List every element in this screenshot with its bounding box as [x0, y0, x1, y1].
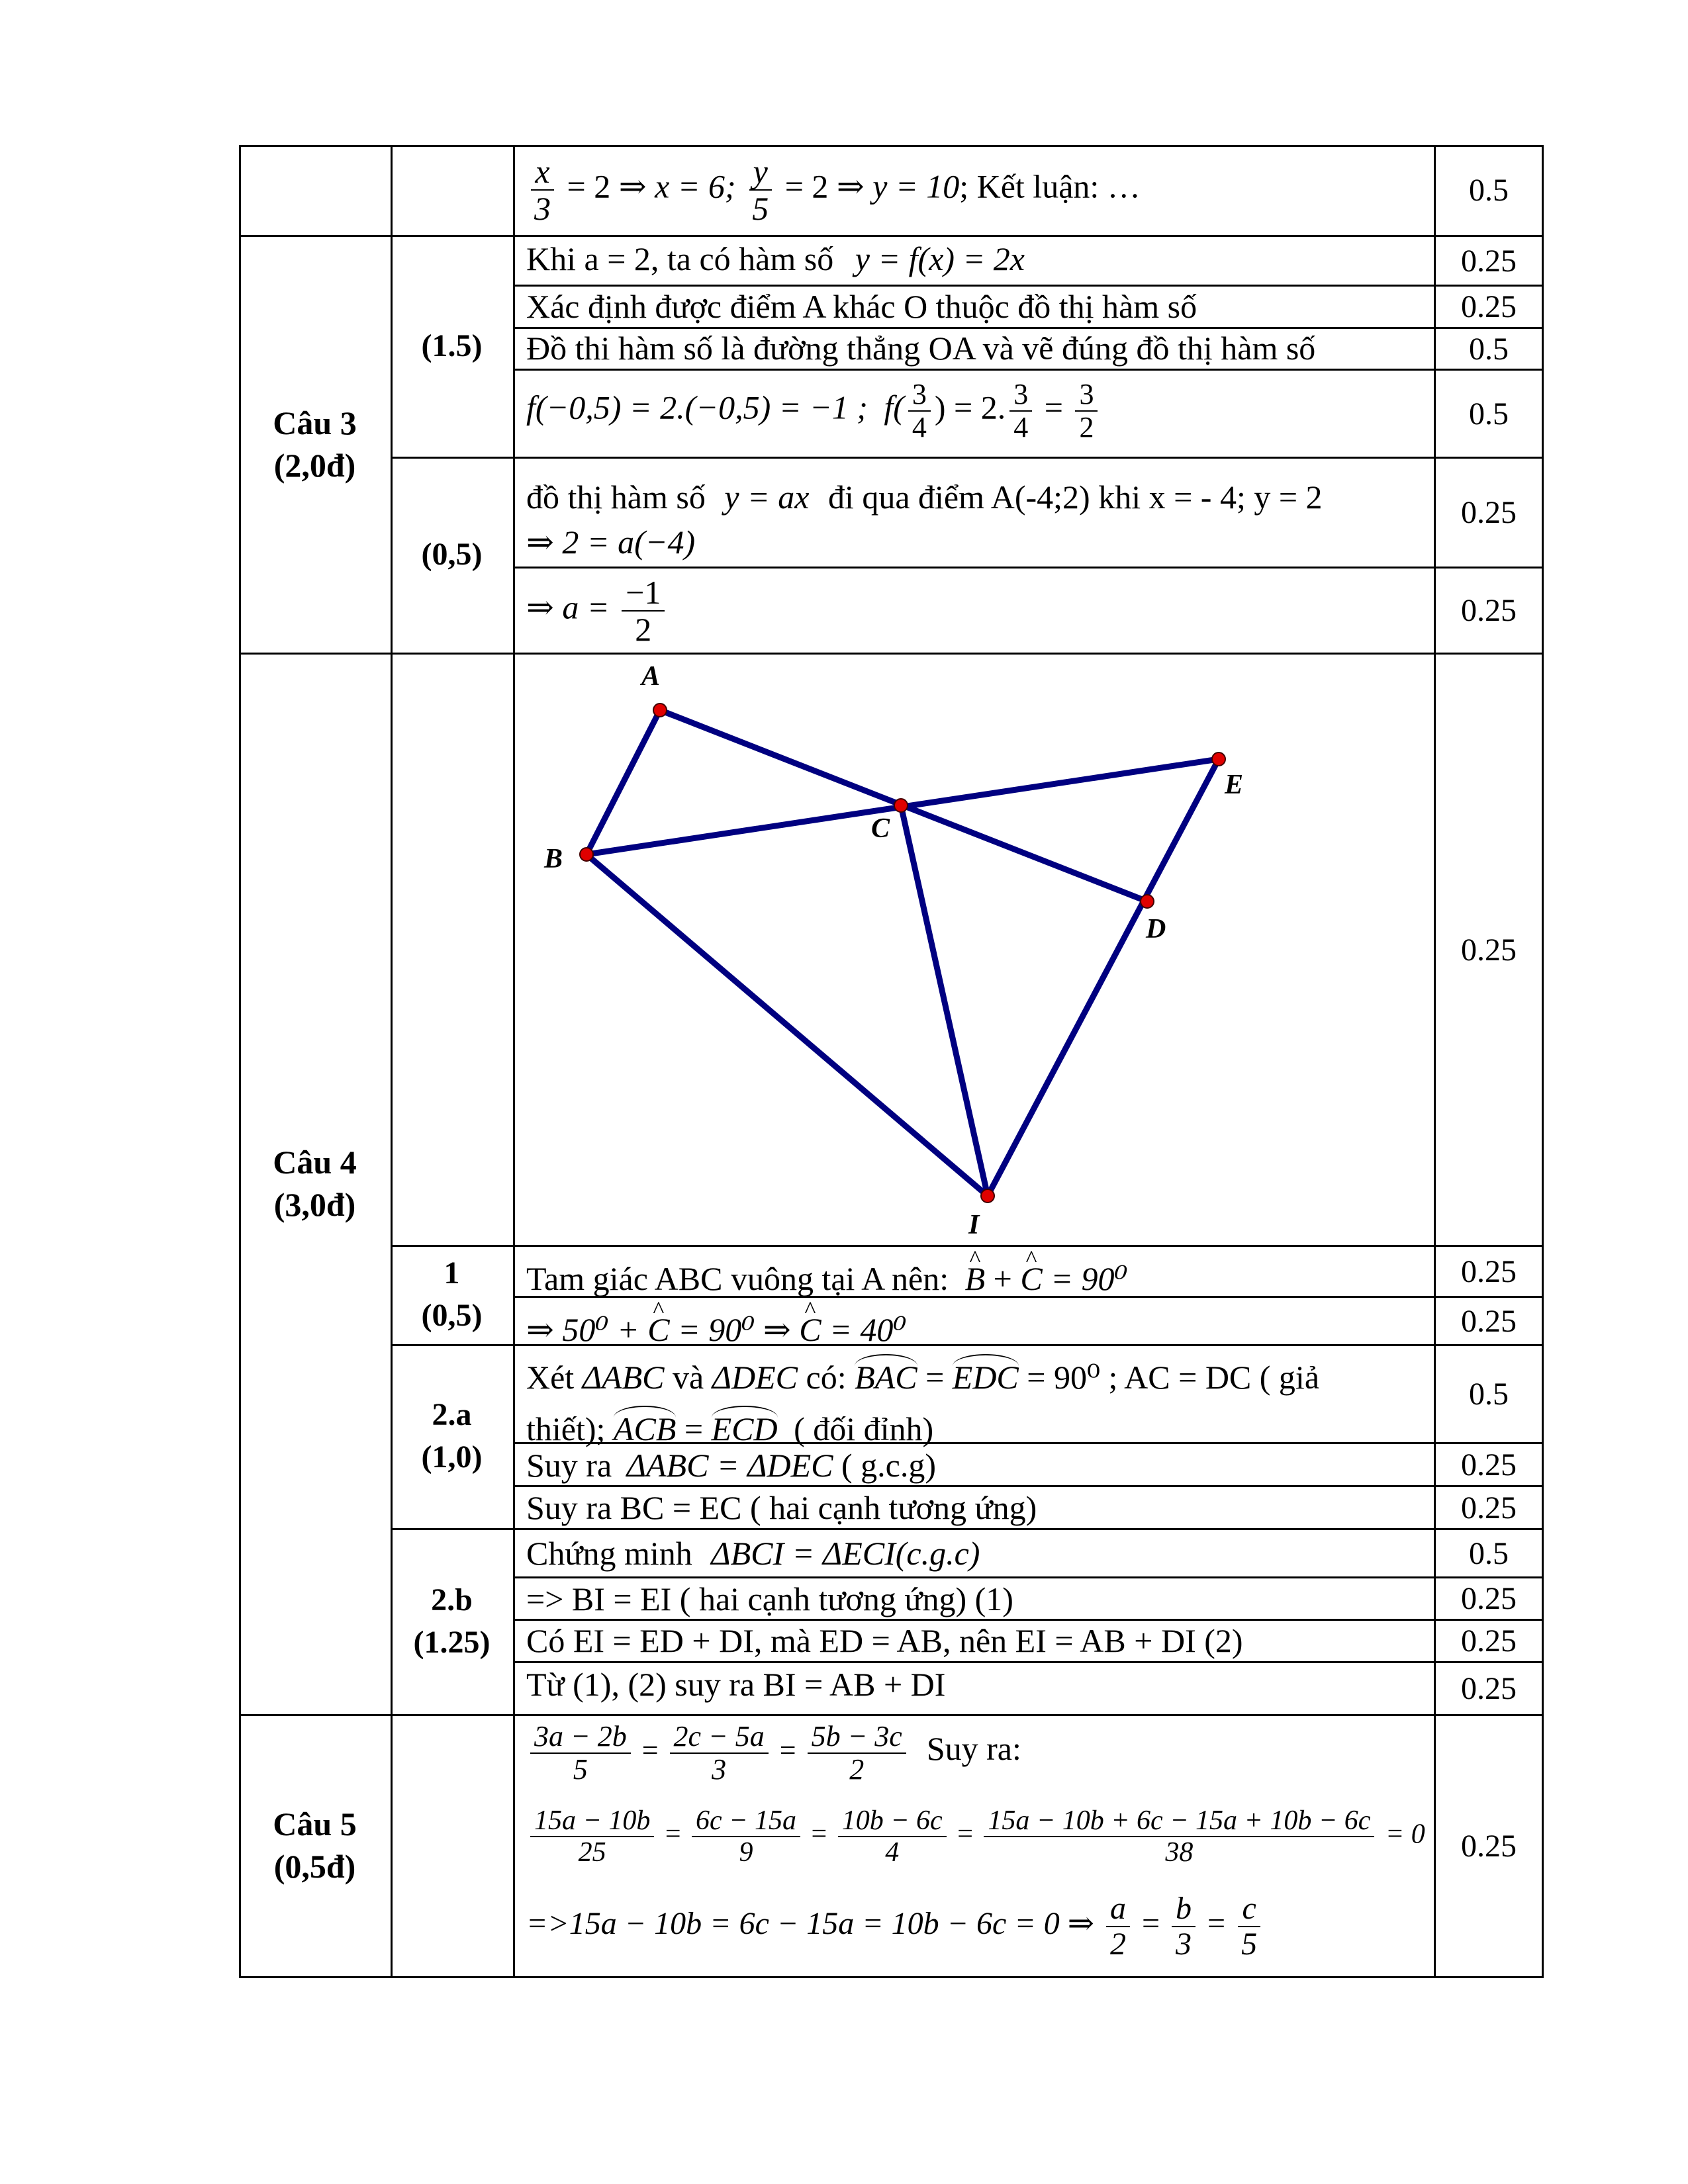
cau3-row5-line2: ⇒ 2 = a(−4): [526, 523, 696, 561]
segment-EI: [988, 759, 1219, 1196]
score-cau4-2b4: 0.25: [1461, 1671, 1517, 1706]
table-border-right: [1542, 145, 1544, 1978]
cau3-label: [239, 235, 391, 653]
point-label-B: B: [544, 844, 563, 874]
divider-cau4-part2b: [391, 1528, 1544, 1530]
cau3-title: Câu 3: [273, 404, 357, 441]
fraction-y-5: $\frac{y}{5}$: [748, 154, 773, 226]
cau4-part2a-label: 2.a (1,0): [421, 1397, 483, 1475]
score-cau4-2b3: 0.25: [1461, 1623, 1517, 1659]
row-line: [513, 1661, 1544, 1663]
cau4-row3-line2: thiết); ACB = ECD ( đối đỉnh): [526, 1406, 933, 1448]
divider-cau3-part2: [391, 457, 1544, 459]
cau3-row3: Đồ thi hàm số là đường thẳng OA và vẽ đúng đồ thị hàm số: [526, 330, 1316, 367]
y-result: y = 10: [872, 167, 960, 205]
x-result: x = 6;: [655, 167, 736, 205]
cau5-line1: $\frac{3a - 2b}{5}$ = $\frac{2c - 5a}{3}$ = $\frac{5b - 3c}{2}$ Suy ra:: [526, 1721, 1021, 1786]
score-top: 0.5: [1469, 172, 1509, 208]
fraction-neg1-2: $\frac{-1}{2}$: [622, 574, 665, 647]
cau3-row5-line1: đồ thị hàm số y = ax đi qua điểm A(-4;2) khi x = - 4; y = 2: [526, 478, 1323, 516]
row-line: [513, 285, 1544, 287]
fraction-3-4: $\frac{3}{4}$: [1009, 379, 1032, 443]
conclusion: ; Kết luận: …: [959, 167, 1141, 205]
equation-part: = 2 ⇒: [784, 167, 865, 205]
top-row-math: [526, 154, 1141, 226]
fraction-3-4: $\frac{3}{4}$: [908, 379, 931, 443]
score-cau4-2a1: 0.5: [1469, 1377, 1509, 1412]
geometry-figure: [519, 661, 1438, 1253]
table-divider-cau4: [239, 653, 1544, 655]
point-label-I: I: [968, 1210, 980, 1240]
cau5-title: Câu 5: [273, 1805, 357, 1843]
point-E: [1212, 752, 1225, 766]
cau3-part2-label: (0,5): [421, 537, 483, 572]
cau5-label: [239, 1714, 391, 1976]
score-cau4-2b1: 0.5: [1469, 1535, 1509, 1571]
score-cau3-5: 0.25: [1461, 495, 1517, 530]
cau4-row2: ⇒ 50⁰ + ^ C = 90⁰ ⇒ ^ C = 40⁰: [526, 1310, 906, 1349]
row-line: [513, 1485, 1544, 1487]
row-line: [513, 1619, 1544, 1621]
cau3-row4: f(−0,5) = 2.(−0,5) = −1 ; f( $\frac{3}{4}$ ) = 2. $\frac{3}{4}$ = $\frac{3}{2}$: [526, 379, 1102, 443]
point-A: [653, 704, 667, 717]
point-I: [981, 1189, 994, 1203]
table-divider-col2: [513, 145, 515, 1978]
cau4-row1: Tam giác ABC vuông tại A nên: ^ B + ^ C = 90⁰: [526, 1259, 1128, 1298]
cau4-label: [239, 653, 391, 1714]
row-line: [513, 369, 1544, 371]
table-border-top: [239, 145, 1544, 147]
score-cau3-6: 0.25: [1461, 593, 1517, 628]
cau4-title: Câu 4: [273, 1144, 357, 1181]
segment-BI: [586, 854, 988, 1196]
cau3-row1: Khi a = 2, ta có hàm số y = f(x) = 2x: [526, 240, 1025, 277]
cau3-row6: ⇒ a = $\frac{-1}{2}$: [526, 574, 669, 647]
cau3-part1-label: (1.5): [421, 328, 483, 363]
score-cau4-figure: 0.25: [1461, 932, 1517, 968]
score-cau5: 0.25: [1461, 1829, 1517, 1864]
cau4-part1-label: 1 (0,5): [421, 1255, 483, 1333]
point-label-D: D: [1146, 914, 1166, 944]
row-line: [513, 1576, 1544, 1578]
cau5-points: (0,5đ): [273, 1848, 356, 1885]
score-cau3-3: 0.5: [1469, 331, 1509, 367]
point-label-E: E: [1225, 770, 1244, 800]
score-cau4-1b: 0.25: [1461, 1303, 1517, 1339]
table-divider-cau5: [239, 1714, 1544, 1716]
cau4-row5: Suy ra BC = EC ( hai cạnh tương ứng): [526, 1489, 1037, 1526]
cau4-row7: => BI = EI ( hai cạnh tương ứng) (1): [526, 1580, 1013, 1617]
cau4-row9: Từ (1), (2) suy ra BI = AB + DI: [526, 1666, 946, 1703]
score-cau4-1a: 0.25: [1461, 1253, 1517, 1289]
cau4-row3-line1: Xét ΔABC và ΔDEC có: BAC = EDC = 90⁰ ; AC = DC ( giả: [526, 1354, 1319, 1396]
segment-CI: [901, 805, 988, 1196]
cau5-line2: $\frac{15a - 10b}{25}$ = $\frac{6c - 15a}{9}$ = $\frac{10b - 6c}{4}$ = $\frac{15a - 10b + 6c - 15a + 10b - 6c}{38}$ = 0: [526, 1805, 1425, 1868]
cau4-points: (3,0đ): [273, 1186, 356, 1223]
score-cau3-1: 0.25: [1461, 243, 1517, 279]
row-line: [513, 567, 1544, 569]
point-D: [1141, 895, 1154, 908]
score-cau3-2: 0.25: [1461, 289, 1517, 324]
cau5-line3: =>15a − 10b = 6c − 15a = 10b − 6c = 0 ⇒ $\frac{a}{2}$ = $\frac{b}{3}$ = $\frac{c}{5}$: [526, 1891, 1265, 1962]
cau3-row2: Xác định được điểm A khác O thuộc đồ thị hàm số: [526, 288, 1197, 325]
cau4-row8: Có EI = ED + DI, mà ED = AB, nên EI = AB + DI (2): [526, 1622, 1243, 1659]
equation-part: = 2 ⇒: [567, 167, 647, 205]
table-border-bottom: [239, 1976, 1544, 1978]
cau4-part2b-label: 2.b (1.25): [413, 1582, 491, 1660]
score-cau4-2a3: 0.25: [1461, 1490, 1517, 1525]
score-cau3-4: 0.5: [1469, 396, 1509, 432]
cau3-points: (2,0đ): [273, 446, 356, 484]
fraction-3-2: $\frac{3}{2}$: [1075, 379, 1098, 443]
cau4-row4: Suy ra ΔABC = ΔDEC ( g.c.g): [526, 1447, 937, 1484]
segment-AB: [586, 710, 660, 854]
fraction-x-3: $\frac{x}{3}$: [530, 154, 555, 226]
point-label-C: C: [871, 813, 890, 844]
point-label-A: A: [641, 661, 661, 692]
point-C: [894, 799, 908, 812]
score-cau4-2a2: 0.25: [1461, 1447, 1517, 1482]
point-B: [580, 848, 593, 861]
cau4-row6: Chứng minh ΔBCI = ΔECI(c.g.c): [526, 1535, 980, 1572]
score-cau4-2b2: 0.25: [1461, 1581, 1517, 1616]
